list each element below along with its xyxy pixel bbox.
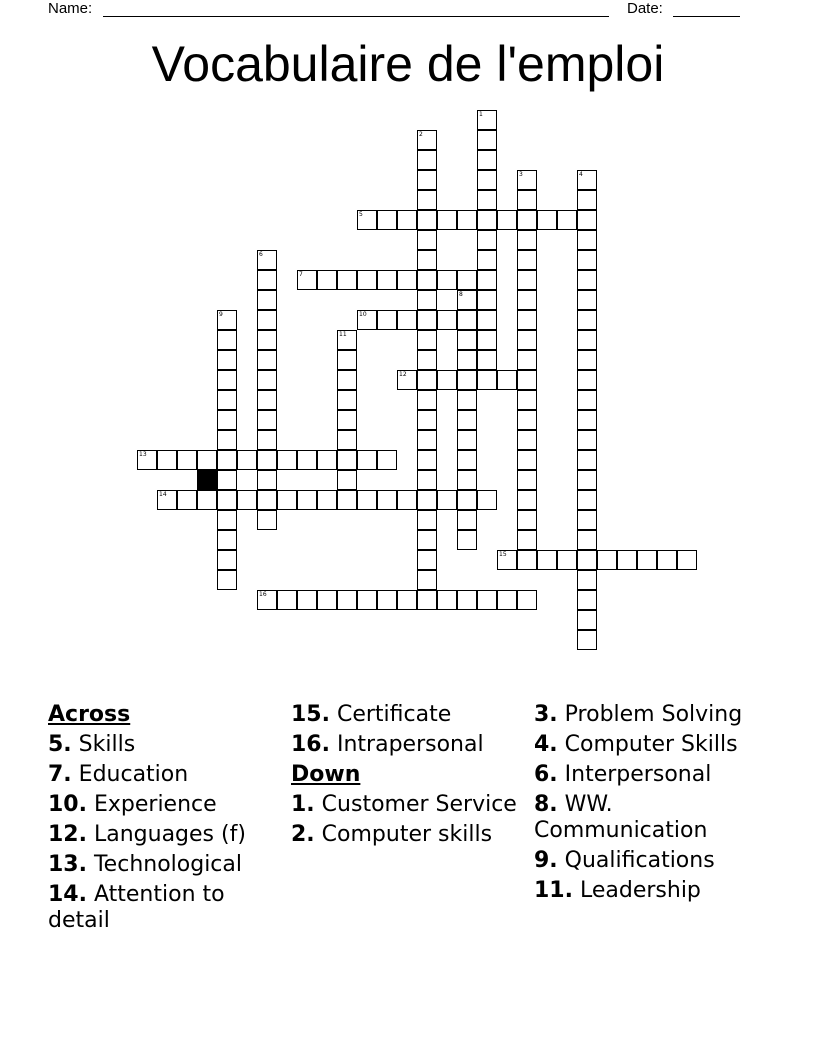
clue-number-label: 3 — [519, 171, 523, 178]
clue-number: 2. — [291, 822, 315, 847]
crossword-cell[interactable] — [217, 390, 237, 410]
clue-number-label: 10 — [359, 311, 367, 318]
crossword-cell[interactable] — [257, 450, 277, 470]
crossword-cell[interactable] — [577, 610, 597, 630]
crossword-cell[interactable] — [437, 310, 457, 330]
crossword-cell[interactable] — [417, 150, 437, 170]
crossword-cell[interactable] — [397, 590, 417, 610]
crossword-cell[interactable] — [337, 370, 357, 390]
crossword-cell[interactable] — [277, 450, 297, 470]
crossword-cell[interactable] — [257, 290, 277, 310]
crossword-cell[interactable] — [397, 310, 417, 330]
crossword-cell[interactable] — [657, 550, 677, 570]
crossword-cell[interactable] — [437, 270, 457, 290]
crossword-cell[interactable] — [517, 310, 537, 330]
crossword-cell[interactable] — [397, 210, 417, 230]
crossword-cell[interactable] — [577, 250, 597, 270]
crossword-cell[interactable] — [577, 630, 597, 650]
crossword-cell[interactable] — [577, 390, 597, 410]
crossword-cell[interactable] — [377, 590, 397, 610]
crossword-cell[interactable] — [497, 590, 517, 610]
clue-down-1 — [291, 792, 521, 818]
crossword-cell[interactable] — [517, 350, 537, 370]
crossword-cell[interactable] — [417, 570, 437, 590]
clue-number-label: 4 — [579, 171, 583, 178]
crossword-cell[interactable] — [197, 450, 217, 470]
crossword-cell[interactable] — [417, 330, 437, 350]
crossword-cell[interactable] — [477, 190, 497, 210]
crossword-cell[interactable] — [457, 590, 477, 610]
crossword-cell[interactable] — [257, 270, 277, 290]
crossword-cell[interactable] — [477, 230, 497, 250]
crossword-cell[interactable] — [557, 210, 577, 230]
crossword-cell[interactable] — [357, 270, 377, 290]
crossword-cell[interactable] — [257, 330, 277, 350]
crossword-cell[interactable] — [457, 310, 477, 330]
crossword-cell[interactable] — [357, 490, 377, 510]
clue-text: Computer skills — [321, 822, 493, 847]
crossword-cell[interactable] — [337, 450, 357, 470]
crossword-cell[interactable] — [637, 550, 657, 570]
crossword-cell[interactable] — [497, 370, 517, 390]
clue-across-7 — [48, 762, 278, 788]
crossword-cell[interactable] — [457, 210, 477, 230]
crossword-cell[interactable] — [417, 290, 437, 310]
crossword-cell[interactable] — [577, 230, 597, 250]
crossword-cell[interactable] — [477, 290, 497, 310]
crossword-cell[interactable] — [377, 310, 397, 330]
clue-across-16 — [291, 732, 521, 758]
crossword-cell[interactable] — [577, 510, 597, 530]
crossword-cell[interactable] — [217, 450, 237, 470]
crossword-cell[interactable] — [337, 270, 357, 290]
crossword-cell[interactable] — [437, 490, 457, 510]
clue-text: Customer Service — [321, 792, 517, 817]
crossword-cell[interactable] — [477, 270, 497, 290]
clue-number: 13. — [48, 852, 87, 877]
crossword-cell[interactable] — [517, 330, 537, 350]
crossword-cell[interactable] — [517, 430, 537, 450]
crossword-cell[interactable] — [517, 210, 537, 230]
crossword-cell[interactable] — [317, 490, 337, 510]
crossword-cell[interactable] — [357, 450, 377, 470]
crossword-cell[interactable] — [477, 330, 497, 350]
clue-number-label: 9 — [219, 311, 223, 318]
clue-text: Technological — [93, 852, 243, 877]
name-label: Name: — [48, 0, 93, 17]
crossword-cell[interactable] — [457, 510, 477, 530]
crossword-cell[interactable] — [257, 470, 277, 490]
crossword-cell[interactable] — [157, 450, 177, 470]
crossword-cell[interactable] — [437, 210, 457, 230]
crossword-cell[interactable] — [337, 410, 357, 430]
clue-text: Education — [78, 762, 189, 787]
crossword-cell[interactable] — [577, 210, 597, 230]
clue-number-label: 11 — [339, 331, 347, 338]
crossword-cell[interactable] — [577, 450, 597, 470]
clue-across-12 — [48, 822, 278, 848]
clue-number-label: 12 — [399, 371, 407, 378]
crossword-cell[interactable] — [237, 490, 257, 510]
crossword-cell[interactable] — [337, 590, 357, 610]
crossword-cell[interactable] — [377, 270, 397, 290]
crossword-cell[interactable] — [677, 550, 697, 570]
clue-number-label: 8 — [459, 291, 463, 298]
crossword-cell[interactable] — [217, 430, 237, 450]
crossword-cell[interactable] — [557, 550, 577, 570]
crossword-cell[interactable] — [417, 230, 437, 250]
crossword-cell[interactable] — [417, 350, 437, 370]
clue-text: Skills — [78, 732, 136, 757]
crossword-cell[interactable] — [577, 530, 597, 550]
down-heading: Down — [291, 762, 361, 787]
crossword-cell[interactable] — [397, 270, 417, 290]
crossword-cell[interactable] — [457, 330, 477, 350]
crossword-cell[interactable] — [337, 350, 357, 370]
crossword-cell[interactable] — [517, 190, 537, 210]
clue-number: 5. — [48, 732, 72, 757]
crossword-cell[interactable] — [577, 590, 597, 610]
crossword-cell[interactable] — [377, 210, 397, 230]
clue-text: Intrapersonal — [336, 732, 484, 757]
crossword-cell[interactable] — [477, 210, 497, 230]
clue-text: WW. Communication — [534, 792, 708, 843]
clue-down-2 — [291, 822, 521, 848]
crossword-cell[interactable] — [457, 390, 477, 410]
crossword-cell[interactable] — [217, 330, 237, 350]
crossword-cell[interactable] — [337, 430, 357, 450]
crossword-cell[interactable] — [477, 250, 497, 270]
crossword-cell[interactable] — [317, 590, 337, 610]
crossword-cell[interactable] — [577, 290, 597, 310]
crossword-cell[interactable] — [217, 550, 237, 570]
crossword-cell[interactable] — [417, 510, 437, 530]
crossword-cell[interactable] — [577, 330, 597, 350]
clue-number: 7. — [48, 762, 72, 787]
crossword-cell[interactable] — [297, 490, 317, 510]
clue-down-8 — [534, 792, 764, 844]
crossword-cell[interactable] — [517, 230, 537, 250]
crossword-cell[interactable] — [417, 190, 437, 210]
crossword-cell[interactable] — [417, 250, 437, 270]
clue-across-5 — [48, 732, 278, 758]
crossword-cell[interactable] — [457, 490, 477, 510]
crossword-cell[interactable] — [257, 510, 277, 530]
crossword-cell[interactable] — [417, 210, 437, 230]
crossword-cell[interactable] — [217, 410, 237, 430]
across-heading: Across — [48, 702, 131, 727]
crossword-cell[interactable] — [257, 430, 277, 450]
crossword-cell[interactable] — [577, 310, 597, 330]
crossword-cell[interactable] — [577, 370, 597, 390]
crossword-cell[interactable] — [477, 150, 497, 170]
crossword-cell[interactable] — [257, 390, 277, 410]
crossword-cell[interactable] — [217, 530, 237, 550]
crossword-cell[interactable] — [337, 470, 357, 490]
crossword-cell[interactable] — [417, 390, 437, 410]
crossword-cell[interactable] — [417, 450, 437, 470]
crossword-cell[interactable] — [217, 490, 237, 510]
crossword-cell[interactable] — [517, 250, 537, 270]
crossword-cell[interactable] — [217, 470, 237, 490]
crossword-cell[interactable] — [517, 490, 537, 510]
crossword-cell[interactable] — [217, 370, 237, 390]
crossword-cell[interactable] — [217, 570, 237, 590]
crossword-cell[interactable] — [577, 490, 597, 510]
clue-down-9 — [534, 848, 764, 874]
crossword-cell[interactable] — [317, 270, 337, 290]
crossword-cell[interactable] — [417, 550, 437, 570]
clue-number: 3. — [534, 702, 558, 727]
crossword-cell[interactable] — [357, 590, 377, 610]
clue-across-14 — [48, 882, 278, 934]
crossword-cell[interactable] — [457, 370, 477, 390]
crossword-cell[interactable] — [457, 350, 477, 370]
crossword-cell[interactable] — [317, 450, 337, 470]
crossword-cell[interactable] — [457, 530, 477, 550]
clue-down-6 — [534, 762, 764, 788]
clue-text: Leadership — [579, 878, 701, 903]
crossword-cell[interactable] — [417, 270, 437, 290]
crossword-cell[interactable] — [297, 590, 317, 610]
crossword-cell[interactable] — [377, 490, 397, 510]
clue-text: Qualifications — [564, 848, 715, 873]
crossword-cell[interactable] — [517, 290, 537, 310]
crossword-cell[interactable] — [417, 370, 437, 390]
clue-text: Attention to detail — [48, 882, 225, 933]
crossword-cell[interactable] — [457, 410, 477, 430]
crossword-cell[interactable] — [517, 470, 537, 490]
clue-number-label: 7 — [299, 271, 303, 278]
crossword-cell[interactable] — [477, 590, 497, 610]
clue-number: 12. — [48, 822, 87, 847]
crossword-cell[interactable] — [497, 210, 517, 230]
crossword-cell[interactable] — [217, 350, 237, 370]
clue-number-label: 2 — [419, 131, 423, 138]
clue-number-label: 6 — [259, 251, 263, 258]
crossword-cell[interactable] — [257, 410, 277, 430]
clue-number: 14. — [48, 882, 87, 907]
clue-number: 4. — [534, 732, 558, 757]
crossword-cell[interactable] — [417, 490, 437, 510]
crossword-cell[interactable] — [477, 350, 497, 370]
crossword-cell[interactable] — [397, 490, 417, 510]
clue-number: 6. — [534, 762, 558, 787]
clue-number: 8. — [534, 792, 558, 817]
crossword-cell[interactable] — [417, 430, 437, 450]
black-square — [197, 470, 217, 490]
crossword-cell[interactable] — [177, 490, 197, 510]
crossword-cell[interactable] — [517, 390, 537, 410]
clue-number: 10. — [48, 792, 87, 817]
clue-across-10 — [48, 792, 278, 818]
clue-number: 1. — [291, 792, 315, 817]
crossword-cell[interactable] — [597, 550, 617, 570]
crossword-cell[interactable] — [477, 130, 497, 150]
crossword-cell[interactable] — [517, 410, 537, 430]
crossword-cell[interactable] — [197, 490, 217, 510]
crossword-cell[interactable] — [257, 370, 277, 390]
crossword-cell[interactable] — [257, 350, 277, 370]
crossword-cell[interactable] — [517, 510, 537, 530]
crossword-cell[interactable] — [577, 550, 597, 570]
clue-number-label: 14 — [159, 491, 167, 498]
clue-text: Interpersonal — [564, 762, 712, 787]
crossword-cell[interactable] — [577, 430, 597, 450]
crossword-cell[interactable] — [517, 270, 537, 290]
crossword-cell[interactable] — [457, 430, 477, 450]
crossword-cell[interactable] — [257, 490, 277, 510]
crossword-cell[interactable] — [477, 170, 497, 190]
clue-across-15 — [291, 702, 521, 728]
crossword-cell[interactable] — [277, 590, 297, 610]
clues-column-3 — [534, 702, 764, 908]
crossword-cell[interactable] — [417, 530, 437, 550]
crossword-cell[interactable] — [617, 550, 637, 570]
crossword-cell[interactable] — [417, 310, 437, 330]
clue-text: Problem Solving — [564, 702, 743, 727]
clue-text: Computer Skills — [564, 732, 738, 757]
crossword-cell[interactable] — [457, 270, 477, 290]
crossword-cell[interactable] — [477, 490, 497, 510]
crossword-cell[interactable] — [437, 370, 457, 390]
crossword-cell[interactable] — [477, 370, 497, 390]
crossword-cell[interactable] — [457, 450, 477, 470]
crossword-cell[interactable] — [417, 590, 437, 610]
crossword-cell[interactable] — [257, 310, 277, 330]
clue-down-11 — [534, 878, 764, 904]
crossword-cell[interactable] — [277, 490, 297, 510]
clue-number-label: 1 — [479, 111, 483, 118]
crossword-cell[interactable] — [517, 550, 537, 570]
crossword-cell[interactable] — [417, 170, 437, 190]
date-label: Date: — [627, 0, 663, 17]
crossword-cell[interactable] — [337, 490, 357, 510]
crossword-cell[interactable] — [237, 450, 257, 470]
crossword-cell[interactable] — [377, 450, 397, 470]
clues-column-2 — [291, 702, 521, 852]
crossword-cell[interactable] — [577, 190, 597, 210]
crossword-cell[interactable] — [297, 450, 317, 470]
crossword-cell[interactable] — [337, 390, 357, 410]
clue-number-label: 16 — [259, 591, 267, 598]
clue-text: Languages (f) — [93, 822, 246, 847]
crossword-cell[interactable] — [417, 410, 437, 430]
clue-number: 9. — [534, 848, 558, 873]
crossword-cell[interactable] — [577, 270, 597, 290]
crossword-cell[interactable] — [517, 530, 537, 550]
clues-column-1 — [48, 702, 278, 938]
clue-number-label: 13 — [139, 451, 147, 458]
crossword-cell[interactable] — [577, 570, 597, 590]
clue-number: 11. — [534, 878, 573, 903]
crossword-cell[interactable] — [517, 370, 537, 390]
crossword-cell[interactable] — [417, 470, 437, 490]
crossword-cell[interactable] — [477, 310, 497, 330]
crossword-cell[interactable] — [517, 590, 537, 610]
crossword-cell[interactable] — [577, 410, 597, 430]
crossword-cell[interactable] — [537, 550, 557, 570]
crossword-cell[interactable] — [457, 470, 477, 490]
page-title: Vocabulaire de l'emploi — [151, 36, 665, 92]
crossword-cell[interactable] — [217, 510, 237, 530]
clue-number: 15. — [291, 702, 330, 727]
clue-down-4 — [534, 732, 764, 758]
clue-across-13 — [48, 852, 278, 878]
crossword-cell[interactable] — [537, 210, 557, 230]
crossword-cell[interactable] — [577, 350, 597, 370]
clue-text: Experience — [93, 792, 217, 817]
clue-number: 16. — [291, 732, 330, 757]
crossword-cell[interactable] — [437, 590, 457, 610]
clue-down-3 — [534, 702, 764, 728]
clue-number-label: 15 — [499, 551, 507, 558]
clue-text: Certificate — [336, 702, 452, 727]
clue-number-label: 5 — [359, 211, 363, 218]
crossword-cell[interactable] — [177, 450, 197, 470]
crossword-cell[interactable] — [577, 470, 597, 490]
crossword-cell[interactable] — [517, 450, 537, 470]
